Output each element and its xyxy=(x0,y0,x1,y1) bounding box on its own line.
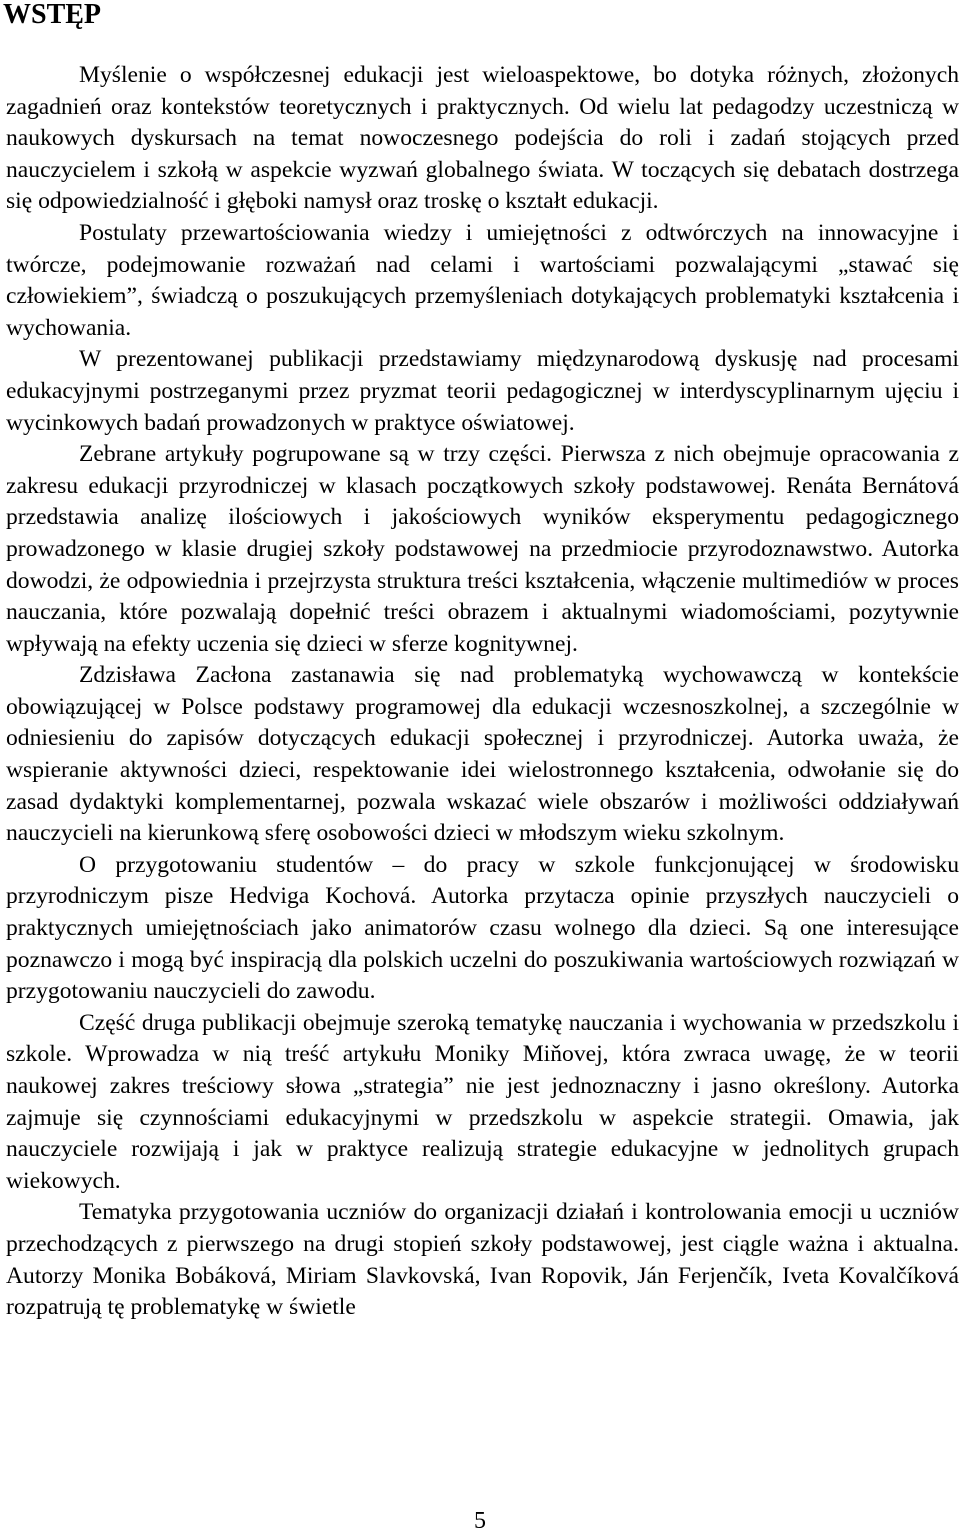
paragraph: Zebrane artykuły pogrupowane są w trzy części. Pierwsza z nich obejmuje opracowania z zakresu edukacji przyrodniczej w klasach początkowych szkoły podstawowej. Renáta Bernátová przedstawia analizę ilościowych i jakościowych wyników eksperymentu pedagogicznego prowadzonego w klasie drugiej szkoły podstawowej na przedmiocie przyrodoznawstwo. Autorka dowodzi, że odpowiednia i przejrzysta struktura treści kształcenia, włączenie multimediów w proces nauczania, które pozwalają dopełnić treści obrazem i aktualnymi wiadomościami, pozytywnie wpływają na efekty uczenia się dzieci w sferze kognitywnej. xyxy=(6,441,959,657)
paragraph: Myślenie o współczesnej edukacji jest wieloaspektowe, bo dotyka różnych, złożonych zagadnień oraz kontekstów teoretycznych i praktycznych. Od wielu lat pedagodzy uczestniczą w naukowych dyskursach na temat nowoczesnego podejścia do roli i zadań stojących przed nauczycielem i szkołą w aspekcie wyzwań globalnego świata. W toczących się debatach dostrzega się odpowiedzialność i głęboki namysł oraz troskę o kształt edukacji. xyxy=(6,62,959,215)
paragraph: Część druga publikacji obejmuje szeroką tematykę nauczania i wychowania w przedszkolu i szkole. Wprowadza w nią treść artykułu Moniky Miňovej, która zwraca uwagę, że w teorii naukowej zakres treściowy słowa „strategia” nie jest jednoznaczny i jasno określony. Autorka zajmuje się czynnościami edukacyjnymi w przedszkolu w aspekcie strategii. Omawia, jak nauczyciele rozwijają i jak w praktyce realizują strategie edukacyjne w jednolitych grupach wiekowych. xyxy=(6,1009,959,1194)
section-heading: WSTĘP xyxy=(3,0,102,30)
paragraph: O przygotowaniu studentów – do pracy w szkole funkcjonującej w środowisku przyrodniczym pisze Hedviga Kochová. Autorka przytacza opinie przyszłych nauczycieli o praktycznych umiejętnościach jako animatorów czasu wolnego dla dzieci. Są one interesujące poznawczo i mogą być inspiracją dla polskich uczelni do poszukiwania wartościowych rozwiązań w przygotowaniu nauczycieli do zawodu. xyxy=(6,851,959,1005)
paragraph: Postulaty przewartościowania wiedzy i umiejętności z odtwórczych na innowacyjne i twórcze, podejmowanie rozważań nad celami i wartościami pozwalającymi „stawać się człowiekiem”, świadczą o poszukujących przemyśleniach dotykających problematyki kształcenia i wychowania. xyxy=(6,219,959,341)
body-text xyxy=(6,60,959,1324)
paragraph: Zdzisława Zacłona zastanawia się nad problematyką wychowawczą w kontekście obowiązującej w Polsce podstawy programowej dla edukacji wczesnoszkolnej, a szczególnie w odniesieniu do zapisów dotyczących edukacji społecznej i przyrodniczej. Autorka uważa, że wspieranie aktywności dzieci, respektowanie idei wielostronnego kształcenia, odwołanie się do zasad dydaktyki komplementarnej, pozwala wskazać wiele obszarów i możliwości oddziaływań nauczycieli na kierunkową sferę osobowości dzieci w młodszym wieku szkolnym. xyxy=(6,662,959,847)
paragraph: W prezentowanej publikacji przedstawiamy międzynarodową dyskusję nad procesami edukacyjnymi postrzeganymi przez pryzmat teorii pedagogicznej w interdyscyplinarnym ujęciu i wycinkowych badań prowadzonych w praktyce oświatowej. xyxy=(6,346,959,436)
paragraph: Tematyka przygotowania uczniów do organizacji działań i kontrolowania emocji u uczniów przechodzących z pierwszego na drugi stopień szkoły podstawowej, jest ciągle ważna i aktualna. Autorzy Monika Bobáková, Miriam Slavkovská, Ivan Ropovik, Ján Ferjenčík, Iveta Kovalčíková rozpatrują tę problematykę w świetle xyxy=(6,1199,959,1321)
page-number: 5 xyxy=(474,1508,486,1534)
